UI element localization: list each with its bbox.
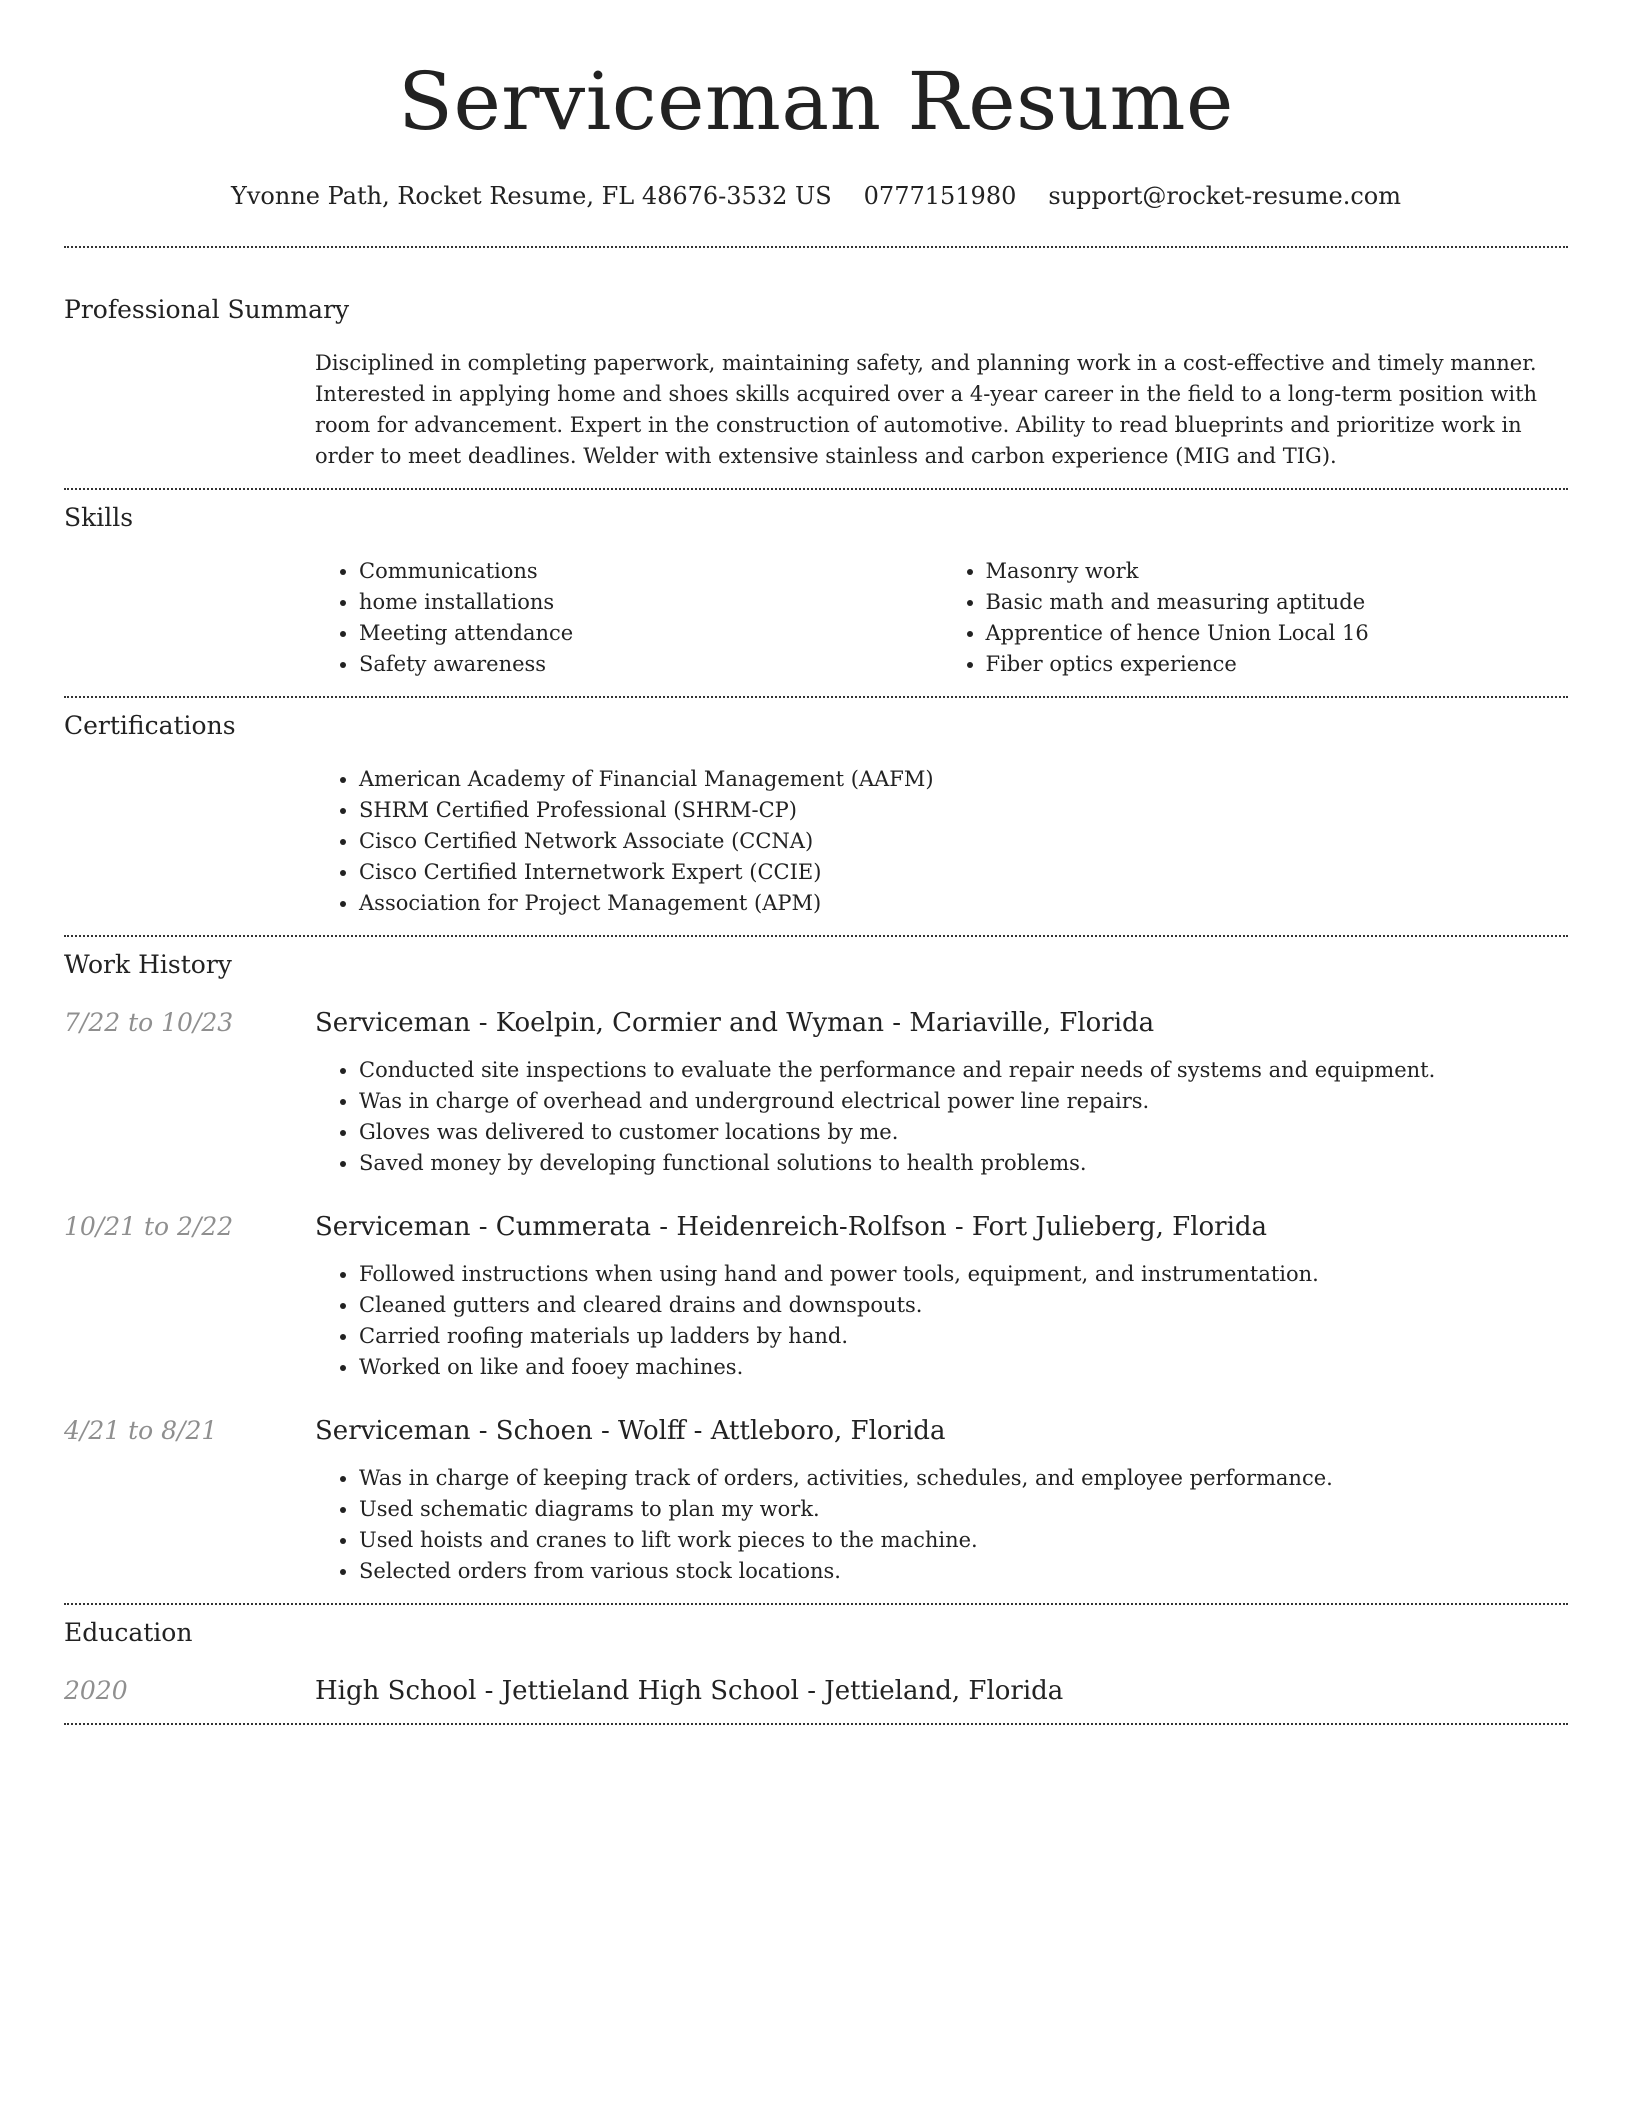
job-title: Serviceman - Cummerata - Heidenreich-Rolfson - Fort Julieberg, Florida <box>315 1212 1268 1242</box>
list-item: • Association for Project Management (APM) <box>359 888 1568 919</box>
job-header <box>64 1211 1568 1243</box>
list-item: • Cisco Certified Internetwork Expert (CCIE) <box>359 857 1568 888</box>
education-heading: Education <box>64 1618 193 1647</box>
summary-heading: Professional Summary <box>64 295 350 324</box>
list-item: • Worked on like and fooey machines. <box>359 1352 1568 1383</box>
skills-heading: Skills <box>64 503 134 532</box>
certifications-body <box>315 764 1568 919</box>
list-item: • Conducted site inspections to evaluate the performance and repair needs of systems and equipment. <box>359 1055 1568 1086</box>
divider <box>64 488 1568 490</box>
list-item: • Used schematic diagrams to plan my work. <box>359 1494 1568 1525</box>
resume-title: Serviceman Resume <box>398 55 1234 148</box>
certifications-heading: Certifications <box>64 711 236 740</box>
divider <box>64 935 1568 937</box>
list-item: • Carried roofing materials up ladders by hand. <box>359 1321 1568 1352</box>
list-item: • Cleaned gutters and cleared drains and downspouts. <box>359 1290 1568 1321</box>
education-date: 2020 <box>64 1676 128 1705</box>
list-item: • American Academy of Financial Management (AAFM) <box>359 764 1568 795</box>
job-bullets <box>315 1463 1568 1587</box>
list-item: • Gloves was delivered to customer locations by me. <box>359 1117 1568 1148</box>
work-history-heading: Work History <box>64 950 232 979</box>
list-item: • Meeting attendance <box>359 618 942 649</box>
list-item: • Used hoists and cranes to lift work pieces to the machine. <box>359 1525 1568 1556</box>
job-title: Serviceman - Koelpin, Cormier and Wyman - Mariaville, Florida <box>315 1008 1155 1038</box>
job-date: 4/21 to 8/21 <box>64 1416 218 1445</box>
job-bullets <box>315 1055 1568 1179</box>
list-item: • Fiber optics experience <box>986 649 1569 680</box>
list-item: • Cisco Certified Network Associate (CCNA) <box>359 826 1568 857</box>
skills-grid <box>315 556 1568 680</box>
contact-address: Yvonne Path, Rocket Resume, FL 48676-3532 US <box>231 182 832 210</box>
skills-section <box>64 502 1568 680</box>
divider <box>64 246 1568 248</box>
job-bullets <box>315 1259 1568 1383</box>
certifications-section <box>64 710 1568 919</box>
divider <box>64 1603 1568 1605</box>
list-item: • Basic math and measuring aptitude <box>986 587 1569 618</box>
list-item: • Masonry work <box>986 556 1569 587</box>
job-header <box>64 1415 1568 1447</box>
contact-line <box>64 180 1568 212</box>
job-entry <box>64 1211 1568 1383</box>
skills-list-right <box>942 556 1569 680</box>
divider <box>64 696 1568 698</box>
summary-text: Disciplined in completing paperwork, maintaining safety, and planning work in a cost-effective and timely manner. Interested in applying home and shoes skills acquired over a 4-year career in the field to a long-term position with room for advancement. Expert in the construction of automotive. Ability to read blueprints and prioritize work in order to meet deadlines. Welder with extensive stainless and carbon experience (MIG and TIG). <box>315 351 1538 468</box>
work-history-section <box>64 949 1568 1587</box>
certifications-list <box>315 764 1568 919</box>
list-item: • SHRM Certified Professional (SHRM-CP) <box>359 795 1568 826</box>
list-item: • Safety awareness <box>359 649 942 680</box>
list-item: • Followed instructions when using hand and power tools, equipment, and instrumentation. <box>359 1259 1568 1290</box>
contact-phone: 0777151980 <box>863 182 1017 210</box>
list-item: • Saved money by developing functional solutions to health problems. <box>359 1148 1568 1179</box>
education-section <box>64 1617 1568 1707</box>
contact-email: support@rocket-resume.com <box>1048 182 1401 210</box>
education-title: High School - Jettieland High School - Jettieland, Florida <box>315 1676 1064 1706</box>
list-item: • home installations <box>359 587 942 618</box>
job-date: 7/22 to 10/23 <box>64 1008 234 1037</box>
list-item: • Was in charge of overhead and underground electrical power line repairs. <box>359 1086 1568 1117</box>
job-entry <box>64 1415 1568 1587</box>
job-entry <box>64 1007 1568 1179</box>
summary-section <box>64 294 1568 472</box>
job-date: 10/21 to 2/22 <box>64 1212 234 1241</box>
education-entry <box>64 1675 1568 1707</box>
list-item: • Communications <box>359 556 942 587</box>
job-header <box>64 1007 1568 1039</box>
list-item: • Was in charge of keeping track of orders, activities, schedules, and employee performance. <box>359 1463 1568 1494</box>
list-item: • Selected orders from various stock locations. <box>359 1556 1568 1587</box>
job-title: Serviceman - Schoen - Wolff - Attleboro, Florida <box>315 1416 946 1446</box>
skills-list-left <box>315 556 942 680</box>
divider <box>64 1723 1568 1725</box>
list-item: • Apprentice of hence Union Local 16 <box>986 618 1569 649</box>
